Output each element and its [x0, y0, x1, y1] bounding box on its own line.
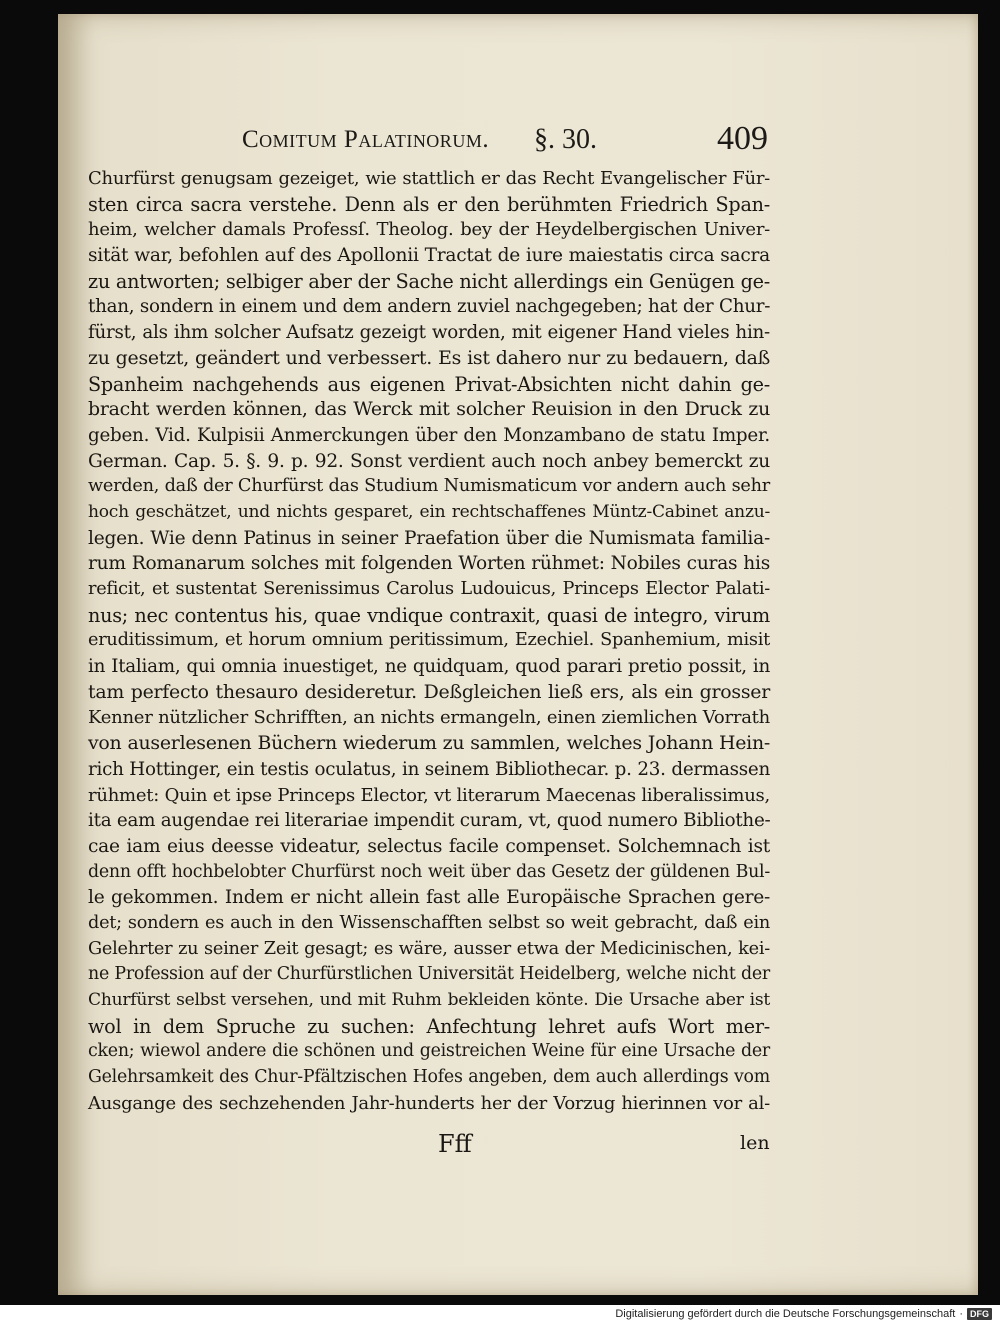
- text-line: tam perfecto thesauro desideretur. Deßgleichen ließ ers, als ein grosser: [88, 680, 770, 703]
- text-line: German. Cap. 5. §. 9. p. 92. Sonst verdient auch noch anbey bemerckt zu: [88, 450, 770, 472]
- text-line: Spanheim nachgehends aus eigenen Privat-Absichten nicht dahin ge-: [88, 372, 770, 396]
- signature-mark: Fff: [438, 1130, 472, 1158]
- text-line: nus; nec contentus his, quae vndique contraxit, quasi de integro, virum: [88, 603, 770, 627]
- text-line: fürst, als ihm solcher Aufsatz gezeigt worden, mit eigener Hand vieles hin-: [88, 322, 770, 344]
- text-line: sten circa sacra verstehe. Denn als er den berühmten Friedrich Span-: [88, 192, 770, 216]
- text-line: denn offt hochbelobter Churfürst noch weit über das Gesetz der güldenen Bul-: [88, 861, 770, 882]
- text-line: wol in dem Spruche zu suchen: Anfechtung lehret aufs Wort mer-: [88, 1014, 770, 1038]
- text-line: zu gesetzt, geändert und verbessert. Es ist dahero nur zu bedauern, daß: [88, 346, 770, 369]
- credit-text: Digitalisierung gefördert durch die Deutsche Forschungsgemeinschaft: [615, 1308, 956, 1320]
- text-line: cken; wiewol andere die schönen und geistreichen Weine für eine Ursache der: [88, 1041, 770, 1062]
- text-line: cae iam eius deesse videatur, selectus facile compenset. Solchemnach ist: [88, 835, 770, 857]
- text-line: von auserlesenen Büchern wiederum zu sammlen, welches Johann Hein-: [88, 732, 770, 755]
- text-line: geben. Vid. Kulpisii Anmerckungen über den Monzambano de statu Imper.: [88, 424, 770, 446]
- text-line: Churfürst selbst versehen, und mit Ruhm bekleiden könte. Die Ursache aber ist: [88, 990, 770, 1010]
- running-head-title: Comitum Palatinorum.: [242, 126, 490, 153]
- text-line: than, sondern in einem und dem andern zuviel nachgegeben; hat der Chur-: [88, 296, 771, 318]
- book-page: [58, 14, 978, 1295]
- dfg-logo: DFG: [967, 1308, 992, 1320]
- page-number: 409: [717, 120, 768, 157]
- body-text: [88, 166, 770, 1116]
- text-line: rich Hottinger, ein testis oculatus, in seinem Bibliothecar. p. 23. dermassen: [88, 758, 770, 780]
- running-head: [242, 116, 768, 156]
- text-line: rum Romanarum solches mit folgenden Worten rühmet: Nobiles curas his: [88, 553, 770, 575]
- text-line: heim, welcher damals Professſ. Theolog. bey der Heydelbergischen Univer-: [88, 219, 770, 241]
- text-line: in Italiam, qui omnia inuestiget, ne quidquam, quod parari pretio possit, in: [88, 656, 770, 678]
- text-line: werden, daß der Churfürst das Studium Numismaticum vor andern auch sehr: [88, 476, 770, 497]
- text-line: bracht werden können, das Werck mit solcher Reuision in den Druck zu: [88, 398, 770, 421]
- text-line: reficit, et sustentat Serenissimus Carolus Ludouicus, Princeps Elector Palati-: [88, 579, 770, 599]
- digitization-credit: Digitalisierung gefördert durch die Deutsche Forschungsgemeinschaft · DFG: [615, 1307, 992, 1321]
- text-line: zu antworten; selbiger aber der Sache nicht allerdings ein Genügen ge-: [88, 269, 770, 293]
- text-line: Churfürst genugsam gezeiget, wie stattlich er das Recht Evangelischer Für-: [88, 168, 770, 189]
- text-line: eruditissimum, et horum omnium peritissimum, Ezechiel. Spanhemium, misit: [88, 630, 770, 651]
- text-line: Ausgange des sechzehenden Jahr-hunderts her der Vorzug hierinnen vor al-: [88, 1092, 770, 1114]
- catchword: len: [740, 1132, 770, 1154]
- running-head-section: §. 30.: [534, 124, 597, 155]
- text-line: le gekommen. Indem er nicht allein fast alle Europäische Sprachen gere-: [88, 887, 770, 909]
- text-line: ita eam augendae rei literariae impendit curam, vt, quod numero Bibliothe-: [88, 810, 771, 832]
- text-line: Kenner nützlicher Schrifften, an nichts ermangeln, einen ziemlichen Vorrath: [88, 707, 770, 729]
- text-line: Gelehrter zu seiner Zeit gesagt; es wäre, ausser etwa der Medicinischen, kei-: [88, 938, 770, 959]
- text-line: rühmet: Quin et ipse Princeps Elector, vt literarum Maecenas liberalissimus,: [88, 784, 770, 806]
- text-line: ne Profession auf der Churfürstlichen Universität Heidelberg, welche nicht der: [88, 964, 770, 985]
- text-line: sität war, befohlen auf des Apollonii Tractat de iure maiestatis circa sacra: [88, 245, 770, 267]
- text-line: hoch geschätzet, und nichts gesparet, ein rechtschaffenes Müntz-Cabinet anzu-: [88, 501, 770, 522]
- text-line: legen. Wie denn Patinus in seiner Praefation über die Numismata familia-: [88, 527, 770, 549]
- text-line: det; sondern es auch in den Wissenschafften selbst so weit gebracht, daß ein: [88, 912, 770, 933]
- text-line: Gelehrsamkeit des Chur-Pfältzischen Hofes angeben, dem auch allerdings vom: [88, 1067, 770, 1088]
